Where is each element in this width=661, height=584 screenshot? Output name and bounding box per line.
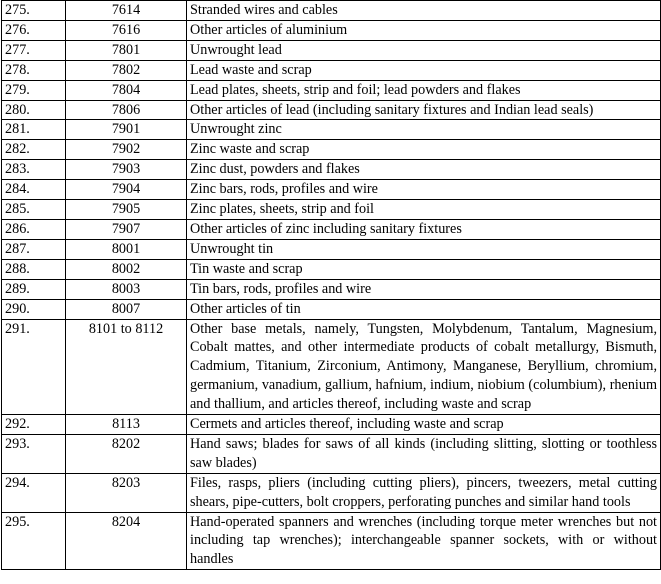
description-cell: Unwrought zinc	[187, 120, 661, 140]
table-row	[2, 219, 661, 239]
table-row	[2, 80, 661, 100]
description-cell: Other articles of zinc including sanitary fixtures	[187, 219, 661, 239]
table-row	[2, 434, 661, 473]
serial-number-cell: 291.	[2, 319, 66, 415]
serial-number-cell: 278.	[2, 60, 66, 80]
description-cell: Zinc waste and scrap	[187, 140, 661, 160]
description-cell: Cermets and articles thereof, including waste and scrap	[187, 415, 661, 435]
tariff-schedule-table	[1, 0, 661, 570]
serial-number-cell: 285.	[2, 200, 66, 220]
table-row	[2, 319, 661, 415]
serial-number-cell: 279.	[2, 80, 66, 100]
description-cell: Other base metals, namely, Tungsten, Molybdenum, Tantalum, Magnesium, Cobalt mattes, and other intermediate products of cobalt metallurgy, Bismuth, Cadmium, Titanium, Zirconium, Antimony, Manganese, Beryllium, chromium, germanium, vanadium, gallium, hafnium, indium, niobium (columbium), rhenium and thallium, and articles thereof, including waste and scrap	[187, 319, 661, 415]
description-cell: Hand-operated spanners and wrenches (including torque meter wrenches but not including tap wrenches); interchangeable spanner sockets, with or without handles	[187, 512, 661, 570]
heading-code-cell: 8003	[66, 279, 187, 299]
heading-code-cell: 7801	[66, 40, 187, 60]
description-cell: Tin bars, rods, profiles and wire	[187, 279, 661, 299]
serial-number-cell: 276.	[2, 20, 66, 40]
table-row	[2, 473, 661, 512]
heading-code-cell: 7902	[66, 140, 187, 160]
heading-code-cell: 8202	[66, 434, 187, 473]
table-row	[2, 20, 661, 40]
serial-number-cell: 282.	[2, 140, 66, 160]
table-row	[2, 180, 661, 200]
heading-code-cell: 8203	[66, 473, 187, 512]
heading-code-cell: 7901	[66, 120, 187, 140]
description-cell: Zinc dust, powders and flakes	[187, 160, 661, 180]
heading-code-cell: 7614	[66, 1, 187, 21]
table-row	[2, 140, 661, 160]
description-cell: Other articles of tin	[187, 299, 661, 319]
heading-code-cell: 8002	[66, 259, 187, 279]
heading-code-cell: 8007	[66, 299, 187, 319]
table-row	[2, 299, 661, 319]
description-cell: Stranded wires and cables	[187, 1, 661, 21]
serial-number-cell: 284.	[2, 180, 66, 200]
heading-code-cell: 7616	[66, 20, 187, 40]
serial-number-cell: 280.	[2, 100, 66, 120]
heading-code-cell: 8001	[66, 239, 187, 259]
heading-code-cell: 8101 to 8112	[66, 319, 187, 415]
serial-number-cell: 292.	[2, 415, 66, 435]
serial-number-cell: 275.	[2, 1, 66, 21]
serial-number-cell: 287.	[2, 239, 66, 259]
description-cell: Zinc plates, sheets, strip and foil	[187, 200, 661, 220]
heading-code-cell: 8204	[66, 512, 187, 570]
table-row	[2, 200, 661, 220]
table-row	[2, 40, 661, 60]
heading-code-cell: 7802	[66, 60, 187, 80]
table-row	[2, 512, 661, 570]
description-cell: Unwrought lead	[187, 40, 661, 60]
description-cell: Unwrought tin	[187, 239, 661, 259]
heading-code-cell: 7804	[66, 80, 187, 100]
serial-number-cell: 277.	[2, 40, 66, 60]
table-row	[2, 239, 661, 259]
description-cell: Lead plates, sheets, strip and foil; lead powders and flakes	[187, 80, 661, 100]
table-row	[2, 100, 661, 120]
table-row	[2, 1, 661, 21]
serial-number-cell: 295.	[2, 512, 66, 570]
description-cell: Lead waste and scrap	[187, 60, 661, 80]
serial-number-cell: 294.	[2, 473, 66, 512]
serial-number-cell: 281.	[2, 120, 66, 140]
heading-code-cell: 7904	[66, 180, 187, 200]
serial-number-cell: 286.	[2, 219, 66, 239]
table-body	[2, 1, 661, 570]
serial-number-cell: 289.	[2, 279, 66, 299]
serial-number-cell: 293.	[2, 434, 66, 473]
description-cell: Zinc bars, rods, profiles and wire	[187, 180, 661, 200]
serial-number-cell: 283.	[2, 160, 66, 180]
description-cell: Other articles of aluminium	[187, 20, 661, 40]
description-cell: Tin waste and scrap	[187, 259, 661, 279]
description-cell: Other articles of lead (including sanitary fixtures and Indian lead seals)	[187, 100, 661, 120]
table-row	[2, 160, 661, 180]
heading-code-cell: 7806	[66, 100, 187, 120]
heading-code-cell: 8113	[66, 415, 187, 435]
heading-code-cell: 7907	[66, 219, 187, 239]
heading-code-cell: 7903	[66, 160, 187, 180]
table-row	[2, 415, 661, 435]
description-cell: Files, rasps, pliers (including cutting pliers), pincers, tweezers, metal cutting shears, pipe-cutters, bolt croppers, perforating punches and similar hand tools	[187, 473, 661, 512]
description-cell: Hand saws; blades for saws of all kinds (including slitting, slotting or toothless saw blades)	[187, 434, 661, 473]
heading-code-cell: 7905	[66, 200, 187, 220]
serial-number-cell: 290.	[2, 299, 66, 319]
table-row	[2, 259, 661, 279]
table-row	[2, 279, 661, 299]
table-row	[2, 120, 661, 140]
serial-number-cell: 288.	[2, 259, 66, 279]
table-row	[2, 60, 661, 80]
